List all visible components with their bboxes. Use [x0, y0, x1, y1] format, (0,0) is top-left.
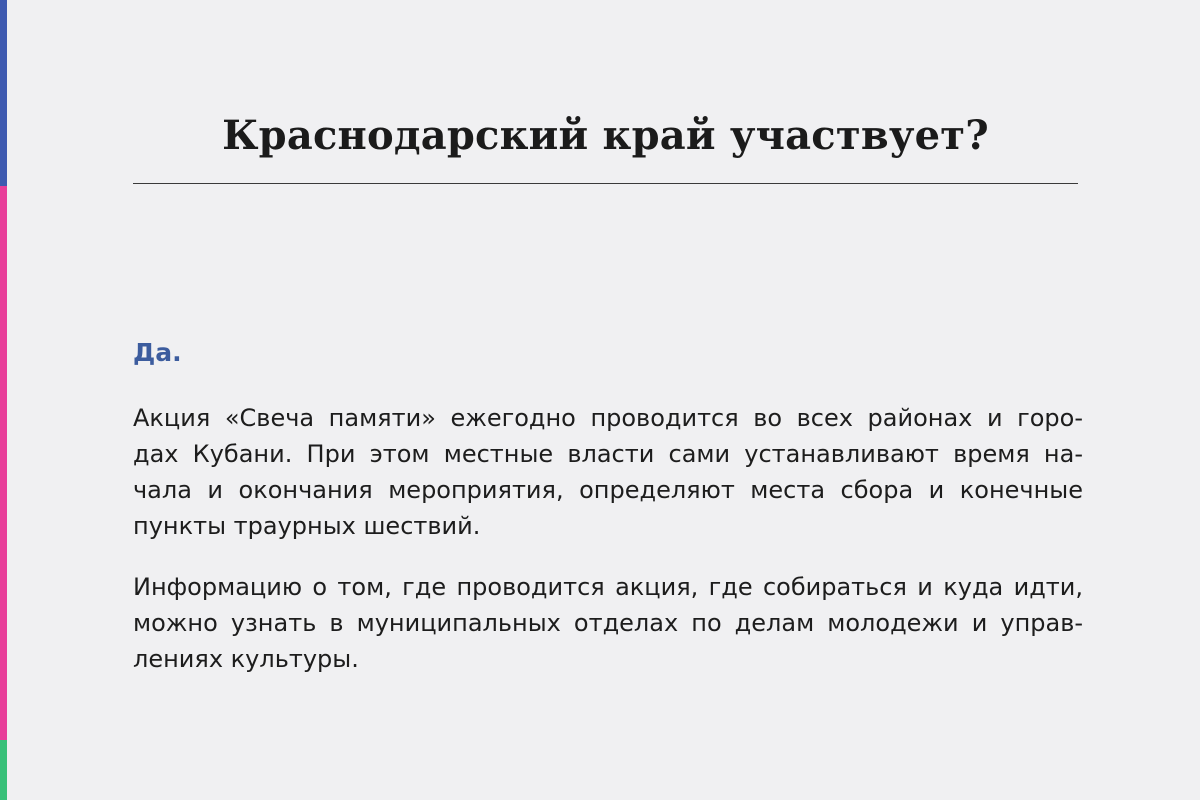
title-divider: [133, 183, 1078, 184]
accent-strip-blue: [0, 0, 7, 186]
accent-strip-pink: [0, 186, 7, 740]
paragraph-1-line: Акция «Свеча памяти» ежегодно проводится во всех районах и горо-: [133, 404, 1083, 432]
paragraph-1-line: чала и окончания мероприятия, определяют места сбора и конечные: [133, 476, 1083, 504]
slide-title: Краснодарский край участвует?: [222, 112, 989, 159]
paragraph-2-line: можно узнать в муниципальных отделах по делам молодежи и управ-: [133, 609, 1083, 637]
paragraph-1-line: дах Кубани. При этом местные власти сами устанавливают время на-: [133, 440, 1083, 468]
paragraph-1-line: пункты траурных шествий.: [133, 512, 481, 540]
paragraph-2-line: лениях культуры.: [133, 645, 359, 673]
accent-strip-green: [0, 740, 7, 800]
paragraph-2-line: Информацию о том, где проводится акция, где собираться и куда идти,: [133, 573, 1083, 601]
answer-text: Да.: [133, 338, 182, 367]
paragraph-2: [133, 569, 1083, 677]
paragraph-1: [133, 400, 1083, 544]
